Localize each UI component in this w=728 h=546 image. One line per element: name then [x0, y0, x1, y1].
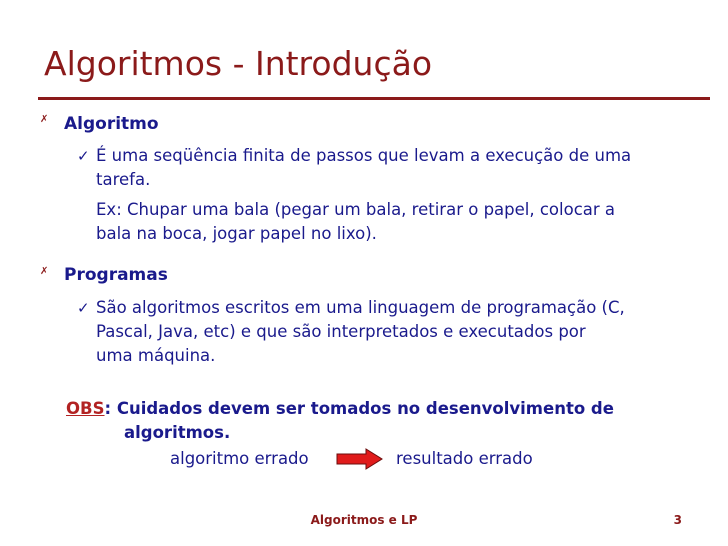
footer-title: Algoritmos e LP [310, 513, 418, 527]
flow-to: resultado errado [396, 449, 533, 468]
text-line: uma máquina. [96, 346, 216, 365]
title-rule [38, 97, 710, 100]
text-line: É uma seqüência finita de passos que levam a execução de uma [96, 146, 632, 165]
programas-definition [96, 296, 696, 368]
text-line: bala na boca, jogar papel no lixo). [96, 224, 377, 243]
text-line: Ex: Chupar uma bala (pegar um bala, retirar o papel, colocar a [96, 200, 616, 219]
obs-separator: : [104, 399, 112, 418]
checkmark-icon: ✓ [77, 299, 90, 317]
section-heading-programas: Programas [64, 265, 168, 285]
x-bullet-icon: ✗ [40, 266, 49, 277]
slide-title: Algoritmos - Introdução [44, 44, 433, 83]
section-heading-algoritmo: Algoritmo [64, 114, 159, 134]
obs-text-line2: algoritmos. [124, 423, 231, 442]
text-line: São algoritmos escritos em uma linguagem de programação (C, [96, 298, 625, 317]
x-bullet-icon: ✗ [40, 114, 49, 125]
page-number: 3 [673, 513, 682, 527]
right-arrow-icon [336, 448, 384, 470]
obs-note [66, 397, 686, 445]
text-line: tarefa. [96, 170, 151, 189]
text-line: Pascal, Java, etc) e que são interpretados e executados por [96, 322, 586, 341]
checkmark-icon: ✓ [77, 147, 90, 165]
obs-label: OBS [66, 399, 105, 418]
obs-text-line1: Cuidados devem ser tomados no desenvolvimento de [111, 399, 614, 418]
algoritmo-definition [96, 144, 696, 192]
flow-from: algoritmo errado [170, 449, 309, 468]
algoritmo-example [96, 198, 696, 246]
